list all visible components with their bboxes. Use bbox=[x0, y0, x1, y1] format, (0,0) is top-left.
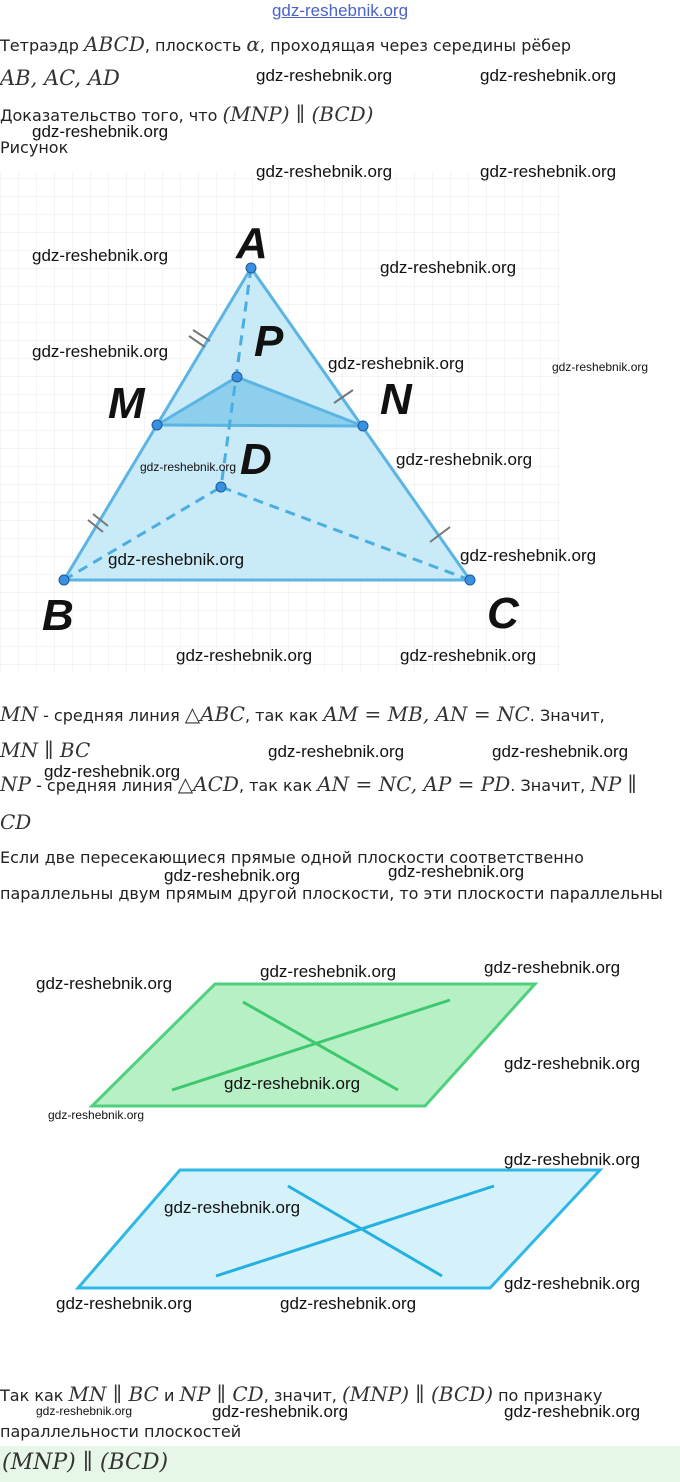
watermark: gdz-reshebnik.org bbox=[140, 460, 237, 474]
proof-midline-2: - средняя линия bbox=[30, 776, 178, 795]
conclusion-by: по признаку bbox=[493, 1386, 603, 1405]
conclusion-np-cd: NP ∥ CD bbox=[179, 1382, 264, 1406]
conclusion-mn-bc: MN ∥ BC bbox=[68, 1382, 159, 1406]
watermark: gdz-reshebnik.org bbox=[396, 450, 533, 469]
watermark: gdz-reshebnik.org bbox=[44, 762, 181, 781]
watermark: gdz-reshebnik.org bbox=[484, 958, 621, 977]
proof-since-1: , так как bbox=[244, 706, 324, 725]
conclusion-so: Так как bbox=[0, 1386, 69, 1405]
watermark: gdz-reshebnik.org bbox=[212, 1402, 349, 1421]
watermark: gdz-reshebnik.org bbox=[32, 246, 169, 265]
watermark: gdz-reshebnik.org bbox=[256, 66, 393, 85]
proof-end-1: . Значит, bbox=[529, 706, 605, 725]
watermark: gdz-reshebnik.org bbox=[504, 1402, 641, 1421]
watermark: gdz-reshebnik.org bbox=[280, 1294, 417, 1313]
watermark: gdz-reshebnik.org bbox=[504, 1274, 641, 1293]
plane-bottom bbox=[78, 1170, 600, 1288]
given-edges: AB, AC, AD bbox=[0, 66, 120, 90]
watermark: gdz-reshebnik.org bbox=[504, 1150, 641, 1169]
proof-np-parallel: NP ∥ bbox=[590, 772, 637, 796]
watermark: gdz-reshebnik.org bbox=[268, 742, 405, 761]
proof-tri-acd: △ACD bbox=[177, 772, 239, 796]
watermark: gdz-reshebnik.org bbox=[36, 1404, 133, 1418]
answer-text: (MNP) ∥ (BCD) bbox=[2, 1450, 169, 1475]
label-b: B bbox=[42, 591, 74, 640]
watermark: gdz-reshebnik.org bbox=[164, 1198, 301, 1217]
proof-end-2: . Значит, bbox=[510, 776, 591, 795]
proof-since-2: , так как bbox=[238, 776, 318, 795]
proof-midline-1: - средняя линия bbox=[37, 706, 185, 725]
proof-eq-2: AN = NC, AP = PD bbox=[317, 772, 511, 796]
theorem-line-1: Если две пересекающиеся прямые одной плоскости соответственно bbox=[0, 848, 584, 867]
point-p bbox=[232, 372, 242, 382]
proof-line-1 bbox=[0, 704, 605, 726]
conclusion-and: и bbox=[158, 1386, 180, 1405]
point-b bbox=[59, 575, 69, 585]
given-tetra: ABCD bbox=[84, 32, 145, 56]
tetrahedron-figure bbox=[0, 160, 680, 680]
figure-label: Рисунок bbox=[0, 138, 69, 157]
watermark: gdz-reshebnik.org bbox=[256, 162, 393, 181]
watermark: gdz-reshebnik.org bbox=[48, 1108, 145, 1122]
given-plane-text: , плоскость bbox=[144, 36, 242, 55]
watermark: gdz-reshebnik.org bbox=[480, 66, 617, 85]
watermark: gdz-reshebnik.org bbox=[260, 962, 397, 981]
watermark: gdz-reshebnik.org bbox=[224, 1074, 361, 1093]
parallel-planes-figure bbox=[0, 960, 680, 1300]
point-n bbox=[358, 421, 368, 431]
watermark: gdz-reshebnik.org bbox=[492, 742, 629, 761]
conclusion-line-2: параллельности плоскостей bbox=[0, 1422, 242, 1441]
label-c: C bbox=[487, 589, 519, 638]
watermark: gdz-reshebnik.org bbox=[56, 1294, 193, 1313]
watermark: gdz-reshebnik.org bbox=[400, 646, 537, 665]
watermark: gdz-reshebnik.org bbox=[108, 550, 245, 569]
conclusion-then: , значит, bbox=[263, 1386, 342, 1405]
proof-eq-1: AM = MB, AN = NC bbox=[323, 702, 530, 726]
proof-mn: MN bbox=[0, 702, 38, 726]
given-through-text: , проходящая через середины рёбер bbox=[259, 36, 572, 55]
watermark: gdz-reshebnik.org bbox=[328, 354, 465, 373]
answer-box bbox=[0, 1446, 680, 1482]
site-link[interactable]: gdz-reshebnik.org bbox=[271, 1, 409, 20]
watermark: gdz-reshebnik.org bbox=[552, 360, 649, 374]
label-a: A bbox=[236, 219, 268, 268]
watermark: gdz-reshebnik.org bbox=[504, 1054, 641, 1073]
label-n: N bbox=[380, 375, 412, 424]
label-d: D bbox=[240, 435, 272, 484]
watermark: gdz-reshebnik.org bbox=[460, 546, 597, 565]
given-alpha: α bbox=[246, 32, 260, 56]
theorem-line-2: параллельны двум прямым другой плоскости, то эти плоскости параллельны bbox=[0, 884, 663, 903]
proof-line-2: MN ∥ BC bbox=[0, 738, 91, 762]
given-label: Тетраэдр bbox=[0, 36, 79, 55]
watermark: gdz-reshebnik.org bbox=[164, 866, 301, 885]
watermark: gdz-reshebnik.org bbox=[176, 646, 313, 665]
label-p: P bbox=[254, 317, 284, 366]
label-m: M bbox=[108, 379, 145, 428]
given-line bbox=[0, 34, 571, 56]
watermark: gdz-reshebnik.org bbox=[32, 122, 169, 141]
point-m bbox=[152, 420, 162, 430]
proof-np: NP bbox=[0, 772, 31, 796]
point-d bbox=[216, 482, 226, 492]
prove-label: Доказательство того, что bbox=[0, 106, 218, 125]
proof-line-4: CD bbox=[0, 810, 32, 834]
watermark: gdz-reshebnik.org bbox=[36, 974, 173, 993]
point-c bbox=[465, 575, 475, 585]
watermark: gdz-reshebnik.org bbox=[480, 162, 617, 181]
watermark: gdz-reshebnik.org bbox=[32, 342, 169, 361]
watermark: gdz-reshebnik.org bbox=[388, 862, 525, 881]
prove-statement: (MNP) ∥ (BCD) bbox=[222, 102, 374, 126]
proof-tri-abc: △ABC bbox=[184, 702, 245, 726]
watermark: gdz-reshebnik.org bbox=[380, 258, 517, 277]
conclusion-result: (MNP) ∥ (BCD) bbox=[341, 1382, 493, 1406]
